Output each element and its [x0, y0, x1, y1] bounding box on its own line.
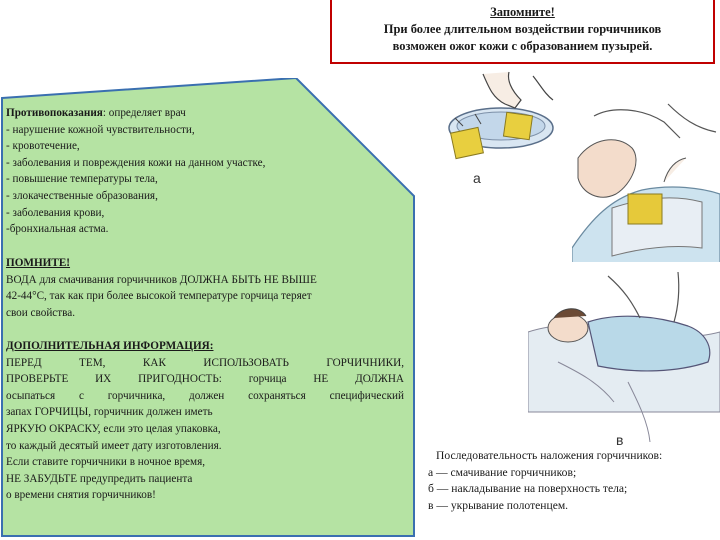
extra-line: ПРОВЕРЬТЕ ИХ ПРИГОДНОСТЬ: горчица НЕ ДОЛЖНА — [6, 373, 404, 386]
caption-step: в — укрывание полотенцем. — [428, 498, 569, 512]
contra-heading: Противопоказания — [6, 107, 103, 119]
figure-a-illustration — [423, 70, 571, 190]
remember-line: 42-44°С, так как при более высокой температуре горчица теряет — [6, 290, 312, 303]
extra-line: ПЕРЕД ТЕМ, КАК ИСПОЛЬЗОВАТЬ ГОРЧИЧНИКИ, — [6, 356, 404, 369]
caption-step: а — смачивание горчичников; — [428, 465, 577, 479]
warning-line-1: При более длительном воздействии горчичников — [383, 22, 662, 36]
contra-item: -бронхиальная астма. — [6, 223, 109, 236]
warning-title: Запомните! — [490, 5, 555, 19]
warning-line-2: возможен ожог кожи с образованием пузырей. — [392, 39, 653, 53]
caption-title: Последовательность наложения горчичников: — [436, 449, 663, 462]
extra-line: ЯРКУЮ ОКРАСКУ, если это целая упаковка, — [6, 422, 221, 435]
extra-line: то каждый десятый имеет дату изготовления. — [6, 439, 222, 452]
remember-line: ВОДА для смачивания горчичников ДОЛЖНА БЫТЬ НЕ ВЫШЕ — [6, 273, 317, 286]
contra-item: - нарушение кожной чувствительности, — [6, 123, 195, 136]
figure-b-illustration — [572, 98, 720, 283]
contra-item: - злокачественные образования, — [6, 189, 158, 202]
figure-a-label: а — [473, 170, 481, 186]
figure-c-illustration — [528, 262, 720, 452]
extra-line: осыпаться с горчичника, должен сохраняться специфический — [6, 389, 404, 402]
sequence-caption — [428, 448, 718, 514]
extra-heading: ДОПОЛНИТЕЛЬНАЯ ИНФОРМАЦИЯ: — [6, 340, 214, 352]
contraindications-block — [6, 105, 404, 238]
extra-line: НЕ ЗАБУДЬТЕ предупредить пациента — [6, 472, 193, 485]
extra-line: о времени снятия горчичников! — [6, 489, 156, 502]
warning-box — [330, 0, 715, 64]
remember-heading: ПОМНИТЕ! — [6, 257, 71, 269]
contra-item: - кровотечение, — [6, 140, 80, 153]
figure-c-label: в — [616, 432, 624, 448]
remember-block — [6, 255, 404, 321]
contra-heading-rest: : определяет врач — [102, 107, 186, 119]
caption-step: б — накладывание на поверхность тела; — [428, 482, 628, 495]
remember-line: свои свойства. — [6, 306, 76, 319]
extra-line: Если ставите горчичники в ночное время, — [6, 456, 206, 469]
additional-info-block — [6, 338, 404, 504]
contra-item: - заболевания и повреждения кожи на данном участке, — [6, 156, 266, 169]
extra-line: запах ГОРЧИЦЫ, горчичник должен иметь — [6, 406, 213, 419]
contra-item: - повышение температуры тела, — [6, 173, 158, 186]
contra-item: - заболевания крови, — [6, 206, 105, 219]
